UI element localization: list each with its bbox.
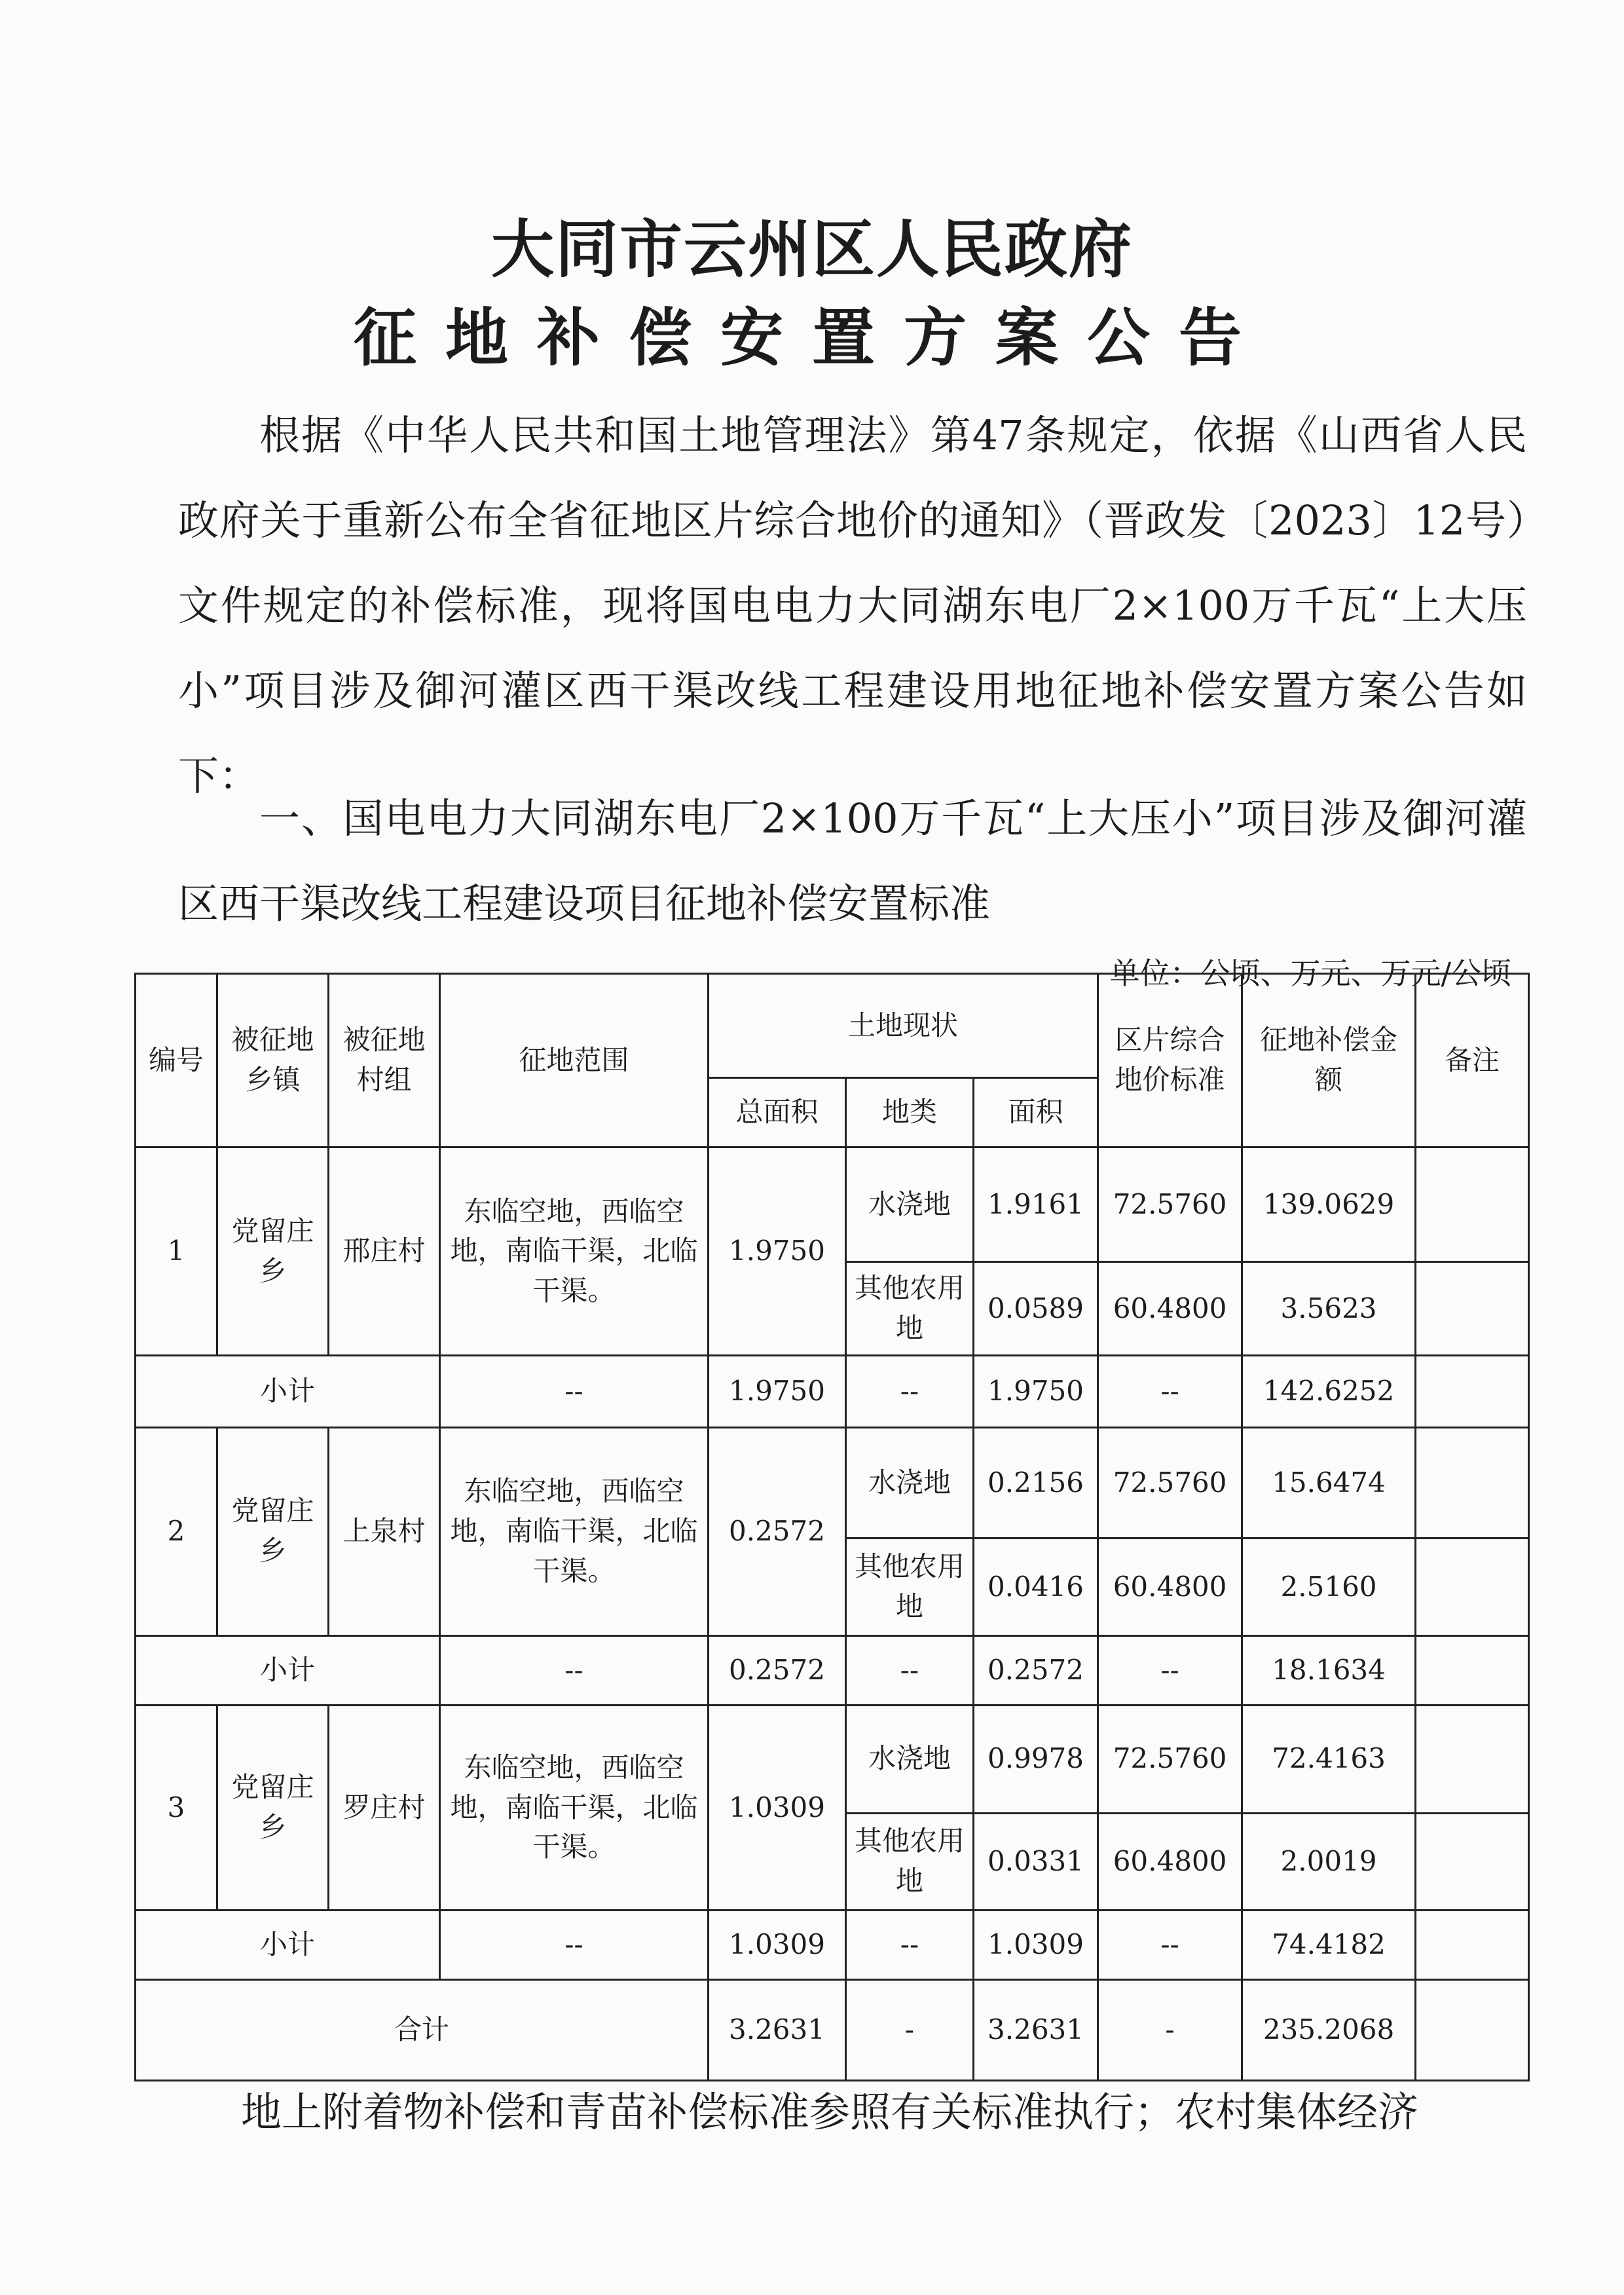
cell-amount: 3.5623 <box>1242 1262 1416 1356</box>
total-amount: 235.2068 <box>1242 1980 1416 2081</box>
cell-total-area: 1.9750 <box>709 1148 846 1356</box>
subtotal-total-area: 0.2572 <box>709 1635 846 1705</box>
total-remark <box>1416 1980 1529 2081</box>
cell-remark <box>1416 1539 1529 1636</box>
total-row <box>136 1980 1529 2081</box>
cell-price: 72.5760 <box>1098 1427 1242 1539</box>
cell-town: 党留庄乡 <box>217 1148 329 1356</box>
cell-range: 东临空地，西临空地，南临干渠，北临干渠。 <box>440 1427 709 1635</box>
cell-village: 罗庄村 <box>329 1706 440 1911</box>
cell-no: 2 <box>136 1427 217 1635</box>
cell-area: 0.0416 <box>974 1539 1098 1636</box>
cell-range: 东临空地，西临空地，南临干渠，北临干渠。 <box>440 1148 709 1356</box>
subtotal-price: -- <box>1098 1635 1242 1705</box>
table-row <box>136 1706 1529 1813</box>
total-land-type: - <box>846 1980 974 2081</box>
subtotal-range: -- <box>440 1911 709 1980</box>
document-title-line2: 征地补偿安置方案公告 <box>354 301 1270 375</box>
cell-no: 1 <box>136 1148 217 1356</box>
cell-area: 0.9978 <box>974 1706 1098 1813</box>
footer-text: 地上附着物补偿和青苗补偿标准参照有关标准执行；农村集体经济 <box>241 2088 1419 2136</box>
cell-remark <box>1416 1813 1529 1911</box>
cell-land-type: 其他农用地 <box>846 1813 974 1911</box>
subtotal-amount: 142.6252 <box>1242 1356 1416 1427</box>
table-row <box>136 1148 1529 1262</box>
subtotal-remark <box>1416 1356 1529 1427</box>
header-area: 面积 <box>974 1078 1098 1148</box>
cell-amount: 2.0019 <box>1242 1813 1416 1911</box>
cell-village: 上泉村 <box>329 1427 440 1635</box>
cell-total-area: 1.0309 <box>709 1706 846 1911</box>
cell-remark <box>1416 1148 1529 1262</box>
cell-area: 0.0331 <box>974 1813 1098 1911</box>
header-price: 区片综合地价标准 <box>1098 974 1242 1148</box>
header-land-status: 土地现状 <box>709 974 1098 1078</box>
cell-area: 0.0589 <box>974 1262 1098 1356</box>
subtotal-area: 1.0309 <box>974 1911 1098 1980</box>
cell-village: 邢庄村 <box>329 1148 440 1356</box>
cell-remark <box>1416 1427 1529 1539</box>
cell-range: 东临空地，西临空地，南临干渠，北临干渠。 <box>440 1706 709 1911</box>
cell-town: 党留庄乡 <box>217 1706 329 1911</box>
subtotal-label: 小计 <box>136 1635 440 1705</box>
subtotal-price: -- <box>1098 1356 1242 1427</box>
total-total-area: 3.2631 <box>709 1980 846 2081</box>
cell-price: 60.4800 <box>1098 1539 1242 1636</box>
header-range: 征地范围 <box>440 974 709 1148</box>
cell-area: 1.9161 <box>974 1148 1098 1262</box>
cell-area: 0.2156 <box>974 1427 1098 1539</box>
cell-amount: 2.5160 <box>1242 1539 1416 1636</box>
unit-label: 单位：公顷、万元、万元/公顷 <box>1109 956 1511 991</box>
subtotal-price: -- <box>1098 1911 1242 1980</box>
subtotal-area: 1.9750 <box>974 1356 1098 1427</box>
header-total-area: 总面积 <box>709 1078 846 1148</box>
header-no: 编号 <box>136 974 217 1148</box>
subtotal-remark <box>1416 1635 1529 1705</box>
subtotal-range: -- <box>440 1635 709 1705</box>
cell-town: 党留庄乡 <box>217 1427 329 1635</box>
table-row <box>136 1427 1529 1539</box>
header-remark: 备注 <box>1416 974 1529 1148</box>
cell-land-type: 水浇地 <box>846 1427 974 1539</box>
cell-total-area: 0.2572 <box>709 1427 846 1635</box>
intro-paragraph: 根据《中华人民共和国土地管理法》第47条规定，依据《山西省人民政府关于重新公布全省征地区片综合地价的通知》（晋政发〔2023〕12号）文件规定的补偿标准，现将国电电力大同湖东电厂2×100万千瓦“上大压小”项目涉及御河灌区西干渠改线工程建设用地征地补偿安置方案公告如下： <box>178 411 1527 800</box>
subtotal-range: -- <box>440 1356 709 1427</box>
cell-land-type: 其他农用地 <box>846 1262 974 1356</box>
cell-land-type: 水浇地 <box>846 1148 974 1262</box>
subtotal-row <box>136 1356 1529 1427</box>
compensation-table <box>134 973 1530 2081</box>
section-one-heading: 一、国电电力大同湖东电厂2×100万千瓦“上大压小”项目涉及御河灌区西干渠改线工程建设项目征地补偿安置标准 <box>178 794 1527 927</box>
subtotal-remark <box>1416 1911 1529 1980</box>
cell-price: 60.4800 <box>1098 1813 1242 1911</box>
subtotal-label: 小计 <box>136 1356 440 1427</box>
document-title-line1: 大同市云州区人民政府 <box>491 213 1133 286</box>
cell-amount: 139.0629 <box>1242 1148 1416 1262</box>
subtotal-amount: 18.1634 <box>1242 1635 1416 1705</box>
header-compensation: 征地补偿金额 <box>1242 974 1416 1148</box>
subtotal-total-area: 1.0309 <box>709 1911 846 1980</box>
subtotal-label: 小计 <box>136 1911 440 1980</box>
total-label: 合计 <box>136 1980 709 2081</box>
subtotal-amount: 74.4182 <box>1242 1911 1416 1980</box>
subtotal-area: 0.2572 <box>974 1635 1098 1705</box>
cell-remark <box>1416 1262 1529 1356</box>
cell-amount: 15.6474 <box>1242 1427 1416 1539</box>
subtotal-land-type: -- <box>846 1356 974 1427</box>
header-land-type: 地类 <box>846 1078 974 1148</box>
cell-land-type: 水浇地 <box>846 1706 974 1813</box>
subtotal-row <box>136 1911 1529 1980</box>
cell-amount: 72.4163 <box>1242 1706 1416 1813</box>
header-village: 被征地村组 <box>329 974 440 1148</box>
cell-price: 72.5760 <box>1098 1148 1242 1262</box>
cell-price: 72.5760 <box>1098 1706 1242 1813</box>
cell-remark <box>1416 1706 1529 1813</box>
cell-price: 60.4800 <box>1098 1262 1242 1356</box>
subtotal-total-area: 1.9750 <box>709 1356 846 1427</box>
header-town: 被征地乡镇 <box>217 974 329 1148</box>
total-area: 3.2631 <box>974 1980 1098 2081</box>
total-price: - <box>1098 1980 1242 2081</box>
cell-no: 3 <box>136 1706 217 1911</box>
subtotal-land-type: -- <box>846 1635 974 1705</box>
cell-land-type: 其他农用地 <box>846 1539 974 1636</box>
subtotal-row <box>136 1635 1529 1705</box>
header-row-1 <box>136 974 1529 1078</box>
subtotal-land-type: -- <box>846 1911 974 1980</box>
